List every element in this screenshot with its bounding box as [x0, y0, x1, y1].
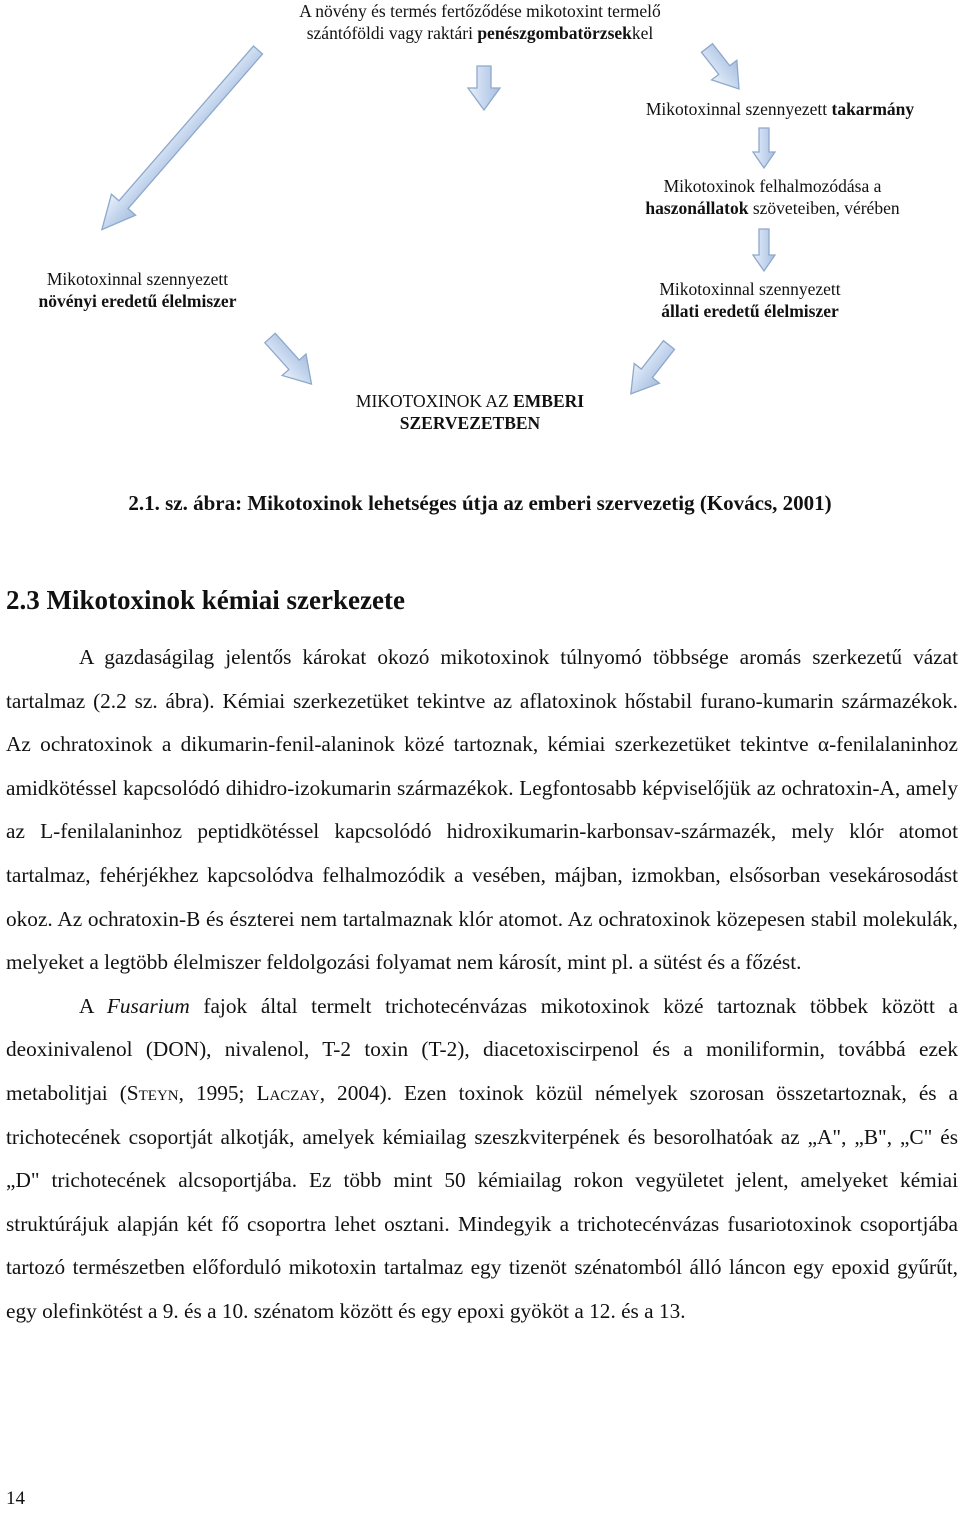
- paragraph-2: A Fusarium fajok által termelt trichotecénvázas mikotoxinok közé tartoznak többek között a deoxinivalenol (DON), nivalenol, T-2 toxin (T-2), diacetoxiscirpenol és a moniliformin, továbbá ezek metabolitjai (Steyn, 1995; Laczay, 2004). Ezen toxinok közül némelyek szorosan összetartoznak, és a trichotecének csoportját alkotják, amelyek kémiailag szeszkviterpének és besorolhatóak az „A", „B", „C" és „D" trichotecének alcsoportjába. Ez több mint 50 kémiailag rokon vegyületet jelent, amelyeket kémiai struktúrájuk alapján két fő csoportra lehet osztani. Mindegyik a trichotecénvázas fusariotoxinok csoportjába tartozó természetben előforduló mikotoxin tartalmaz egy tizenöt szénatomból álló láncon egy epoxid gyűrűt, egy olefinkötést a 9. és a 10. szénatom között és egy epoxi gyököt a 12. és a 13.: [6, 993, 959, 1323]
- page-number: 14: [6, 1488, 25, 1509]
- box-source-line1: A növény és termés fertőződése mikotoxint termelő: [299, 1, 661, 21]
- arrow-accum-to-animal: [753, 229, 775, 271]
- arrow-plant-to-human: [258, 327, 323, 394]
- figure-caption: 2.1. sz. ábra: Mikotoxinok lehetséges útja az emberi szervezetig (Kovács, 2001): [128, 491, 832, 515]
- arrow-source-down: [468, 66, 500, 110]
- arrow-feed-to-accum: [753, 128, 775, 168]
- paragraph-1: A gazdaságilag jelentős károkat okozó mikotoxinok túlnyomó többsége aromás szerkezetű vázat tartalmaz (2.2 sz. ábra). Kémiai szerkezetüket tekintve az aflatoxinok hőstabil furano-kumarin származékok. Az ochratoxinok a dikumarin-fenil-alaninok közé tartoznak, kémiai szerkezetüket tekintve α-fenilalaninhoz amidkötéssel kapcsolódó dihidro-izokumarin származékok. Legfontosabb képviselőjük az ochratoxin-A, amely az L-fenilalaninhoz peptidkötéssel kapcsolódó hidroxikumarin-karbonsav-származék, mely klór atomot tartalmaz, fehérjékhez kapcsolódva felhalmozódik a vesében, májban, izmokban, elsősorban vesekárosodást okoz. Az ochratoxin-B és észterei nem tartalmaznak klór atomot. Az ochratoxinok közepesen stabil molekulák, melyeket a legtöbb élelmiszer feldolgozási folyamat nem károsít, mint pl. a sütést és a főzést.: [6, 645, 958, 975]
- box-source-line2: szántóföldi vagy raktári penészgombatörzsekkel: [306, 23, 654, 43]
- box-human: MIKOTOXINOK AZ EMBERI SZERVEZETBEN: [355, 391, 585, 433]
- box-plant-food: Mikotoxinnal szennyezett növényi eredetű élelmiszer: [38, 269, 237, 311]
- box-source: [240, 0, 720, 44]
- arrow-source-to-feed: [694, 38, 751, 99]
- box-animal-food: Mikotoxinnal szennyezett állati eredetű élelmiszer: [659, 279, 841, 321]
- box-feed: Mikotoxinnal szennyezett takarmány: [645, 99, 915, 119]
- section-heading: 2.3 Mikotoxinok kémiai szerkezete: [6, 585, 405, 615]
- body-text: [6, 636, 958, 1334]
- box-accumulation: Mikotoxinok felhalmozódása a haszonállatok szöveteiben, vérében: [645, 176, 900, 218]
- arrow-source-to-plant: [90, 40, 270, 241]
